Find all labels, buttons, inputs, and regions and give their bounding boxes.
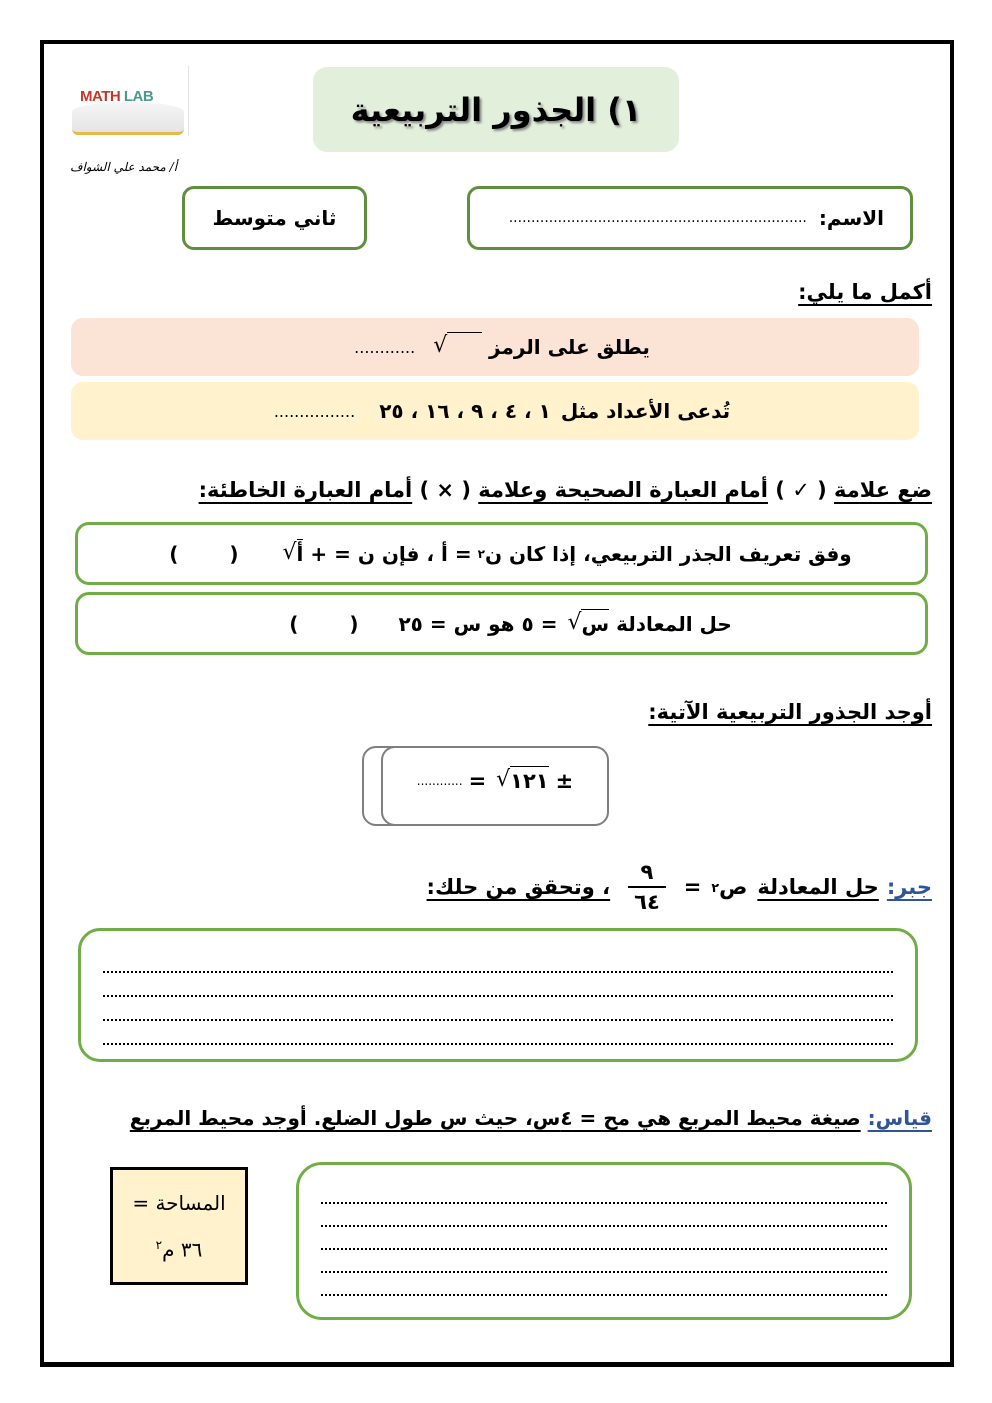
algebra-question: جبر: حل المعادلة ص ٢ = $\frac{٩}{٦٤}$ ، وتحقق من حلك:	[426, 860, 932, 914]
grade-box	[182, 186, 367, 250]
truefalse-heading: ضع علامة ( ✓ ) أمام العبارة الصحيحة وعلامة ( × ) أمام العبارة الخاطئة:	[198, 478, 932, 502]
logo-divider	[188, 66, 189, 136]
complete-heading: أكمل ما يلي:	[798, 280, 932, 304]
answer-parentheses[interactable]: ( )	[289, 611, 381, 636]
sqrt-symbol-icon: √ أ	[283, 542, 307, 566]
answer-parentheses[interactable]: ( )	[169, 541, 261, 566]
truefalse-item-1: وفق تعريف الجذر التربيعي، إذا كان ن ٢ = أ ، فإن ن = + √ أ ( )	[75, 522, 928, 585]
name-label: الاسم:	[818, 206, 884, 230]
fill-blank[interactable]: ............	[354, 337, 416, 357]
algebra-answer-box[interactable]	[78, 928, 918, 1062]
math-lab-logo	[68, 66, 190, 138]
answer-line[interactable]	[321, 1227, 887, 1250]
title-banner	[313, 67, 679, 152]
plus-minus-icon: ±	[555, 769, 574, 793]
check-icon: ( ✓ )	[775, 478, 827, 502]
answer-line[interactable]	[321, 1250, 887, 1273]
answer-line[interactable]	[103, 1021, 893, 1045]
measurement-question: قياس: صيغة محيط المربع هي مح = ٤س، حيث س طول الضلع. أوجد محيط المربع	[129, 1106, 932, 1130]
teacher-name: أ/ محمد علي الشواف	[70, 160, 178, 174]
fill-item-text: تُدعى الأعداد مثل	[560, 399, 731, 423]
fill-item-1	[71, 318, 919, 376]
fraction: $\frac{٩}{٦٤}$	[628, 860, 666, 914]
fill-item-text: يطلق على الرمز	[489, 335, 650, 359]
root-answer-blank[interactable]: ............	[416, 774, 463, 788]
measurement-answer-box[interactable]	[296, 1162, 912, 1320]
fill-item-2	[71, 382, 919, 440]
answer-line[interactable]	[103, 973, 893, 997]
answer-line[interactable]	[321, 1204, 887, 1227]
sqrt-symbol-icon	[433, 335, 485, 359]
truefalse-item-2: حل المعادلة √ س = ٥ هو س = ٢٥ ( )	[75, 592, 928, 655]
open-book-icon	[72, 102, 184, 135]
name-box[interactable]	[467, 186, 913, 250]
measurement-label: قياس:	[867, 1106, 932, 1130]
grade-label: ثاني متوسط	[212, 206, 337, 230]
answer-line[interactable]	[321, 1181, 887, 1204]
area-given-box: المساحة = ٣٦ م$^٢$	[110, 1167, 248, 1285]
root-problem-box: ± √ ١٢١ = ............	[381, 746, 609, 826]
number-list: ١ ، ٤ ، ٩ ، ١٦ ، ٢٥	[379, 399, 551, 423]
answer-line[interactable]	[321, 1273, 887, 1296]
fill-blank[interactable]: ................	[273, 401, 356, 421]
sqrt-symbol-icon: √ ١٢١	[496, 769, 551, 793]
answer-line[interactable]	[103, 997, 893, 1021]
cross-icon: ( × )	[419, 478, 471, 502]
name-field[interactable]: ...................................................................	[508, 210, 807, 226]
answer-line[interactable]	[103, 949, 893, 973]
algebra-label: جبر:	[886, 875, 932, 899]
sqrt-symbol-icon: √ س	[567, 612, 612, 636]
logo-text: MATH LAB	[80, 88, 154, 105]
find-roots-heading: أوجد الجذور التربيعية الآتية:	[648, 700, 932, 724]
page-title: ١) الجذور التربيعية	[350, 90, 642, 129]
